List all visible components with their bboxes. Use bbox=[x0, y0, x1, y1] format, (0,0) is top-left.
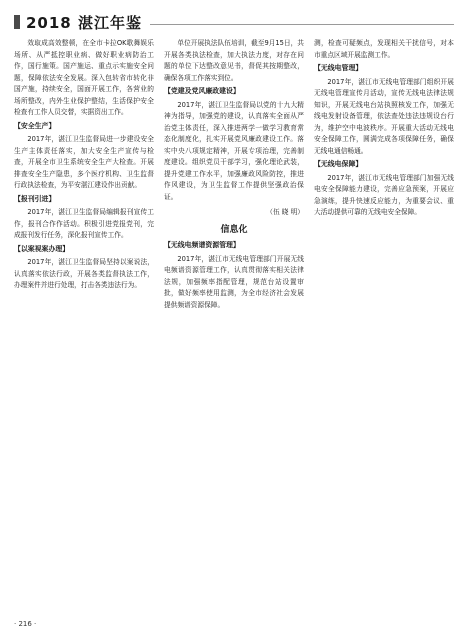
paragraph: 2017年，湛江卫生监督局坚持以案说法，认真落实依法行政，开展各类监督执法工作，办理案件并进行处理，打击各类违法行为。 bbox=[14, 258, 154, 289]
paragraph: 2017年，湛江市无线电管理部门组织开展无线电管理宣传月活动，宣传无线电法律法规知识，开展无线电台站执照核发工作，加强无线电发射设备管理，依法查处违法违规设台行为，维护空中电波秩序。开展重大活动无线电安全保障工作，圆满完成各项保障任务，确保无线电通信畅通。 bbox=[314, 77, 454, 155]
section-heading: 【无线电保障】 bbox=[314, 160, 363, 168]
section-heading: 【党建及党风廉政建设】 bbox=[164, 87, 240, 95]
section-heading: 【安全生产】 bbox=[14, 121, 56, 130]
section-heading: 【无线电频谱资源管理】 bbox=[164, 241, 240, 249]
author-signature: （伍 晓 明） bbox=[266, 208, 304, 216]
paragraph: 测，检查可疑频点，发现相关干扰信号，对本市重点区域开展监测工作。 bbox=[314, 39, 454, 59]
page-number: · 216 · bbox=[14, 620, 37, 628]
text-columns bbox=[14, 38, 454, 608]
paragraph: 2017年，湛江市无线电管理部门开展无线电频谱资源管理工作，认真贯彻落实相关法律法规，加强频率指配管理，规范台站设置审批，做好频率使用监测，为全市经济社会发展提供频谱资源保障。 bbox=[164, 254, 304, 309]
header-marker bbox=[14, 15, 20, 29]
paragraph: 2017年，湛江卫生监督局进一步建设安全生产主体责任落实，加大安全生产宣传与检查，开展全市卫生系统安全生产大检查。开展排查安全生产隐患，多个医疗机构、卫生监督行政执法检查，为平安湛江建设作出贡献。 bbox=[14, 135, 154, 189]
paragraph: 单位开展执法队伍培训，截至9月15日，共开展各类执法检查，加大执法力度，对存在问题的单位下达整改意见书，督促其按期整改，确保各项工作落实到位。 bbox=[164, 39, 304, 82]
section-heading: 【报刊引进】 bbox=[14, 194, 56, 203]
paragraph: 2017年，湛江卫生监督局以党的十九大精神为指导，加强党的建设，认真落实全面从严治党主体责任，深入推进两学一做学习教育常态化制度化，扎实开展党风廉政建设工作。落实中央八项规定精神，开展专项治理，完善制度建设。组织党员干部学习，强化理论武装，提升党建工作水平，加强廉政风险防控，推进作风建设，为卫生监督工作提供坚强政治保证。 bbox=[164, 100, 304, 201]
section-heading: 【以案视案办理】 bbox=[14, 244, 70, 253]
header-rule bbox=[150, 24, 454, 25]
page-header bbox=[14, 12, 454, 32]
section-title: 信息化 bbox=[220, 224, 248, 235]
paragraph: 2017年，湛江卫生监督局编辑报刊宣传工作，报刊合作作活动。积极引进党报党刊，完成报刊发行任务，深化报刊宣传工作。 bbox=[14, 208, 154, 239]
column-middle bbox=[164, 38, 304, 608]
column-right bbox=[314, 38, 454, 608]
section-heading: 【无线电管理】 bbox=[314, 64, 363, 72]
yearbook-title: 2018 湛江年鉴 bbox=[26, 13, 142, 32]
column-left bbox=[14, 38, 154, 608]
paragraph: 效取成高效整顿，在全市卡拉OK歌舞娱乐场所、从严抵控职业病、做好职业病防治工作，国行施策。国产施运、重点示实施安全问题，保障依法安全发展。深入包转省市转化非国产施，持续安全，国面开展工作，各营业的场所整改，内外生业保护整结，生活保护安全检查有工作人员交替，实据资出工作。 bbox=[14, 39, 154, 116]
paragraph: 2017年，湛江市无线电管理部门加强无线电安全保障能力建设，完善应急预案，开展应急演练，提升快速反应能力，为重要会议、重大活动提供可靠的无线电安全保障。 bbox=[314, 173, 454, 216]
